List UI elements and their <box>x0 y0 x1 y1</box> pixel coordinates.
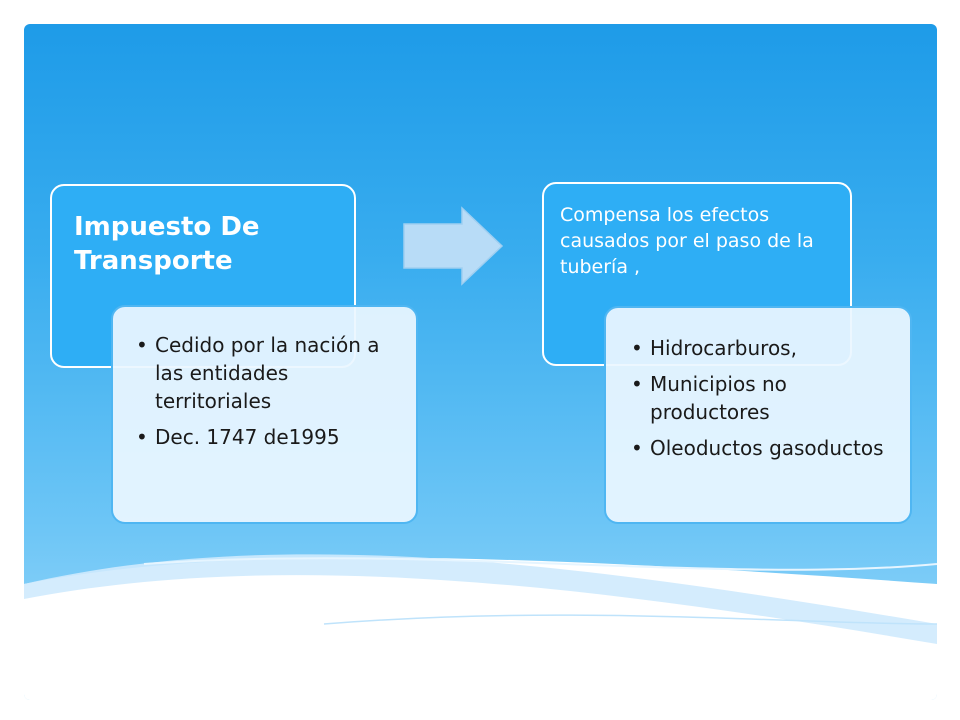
right-bullet-list <box>628 334 898 470</box>
left-bullets-card <box>111 305 418 524</box>
list-item: • Hidrocarburos, <box>631 336 797 360</box>
left-bullet-list <box>133 331 403 459</box>
list-item: • Municipios no productores <box>631 372 787 424</box>
list-item: • Dec. 1747 de1995 <box>136 425 340 449</box>
left-title: Impuesto De Transporte <box>74 212 260 276</box>
list-item: • Cedido por la nación a las entidades territoriales <box>136 333 380 413</box>
right-arrow-icon <box>402 206 504 286</box>
bullet-icon: • <box>136 333 148 357</box>
bullet-icon: • <box>631 372 643 396</box>
right-bullets-card <box>604 306 912 524</box>
bullet-icon: • <box>631 436 643 460</box>
bullet-icon: • <box>136 425 148 449</box>
bullet-icon: • <box>631 336 643 360</box>
list-item: • Oleoductos gasoductos <box>631 436 884 460</box>
right-title: Compensa los efectos causados por el paso de la tubería , <box>560 204 814 278</box>
